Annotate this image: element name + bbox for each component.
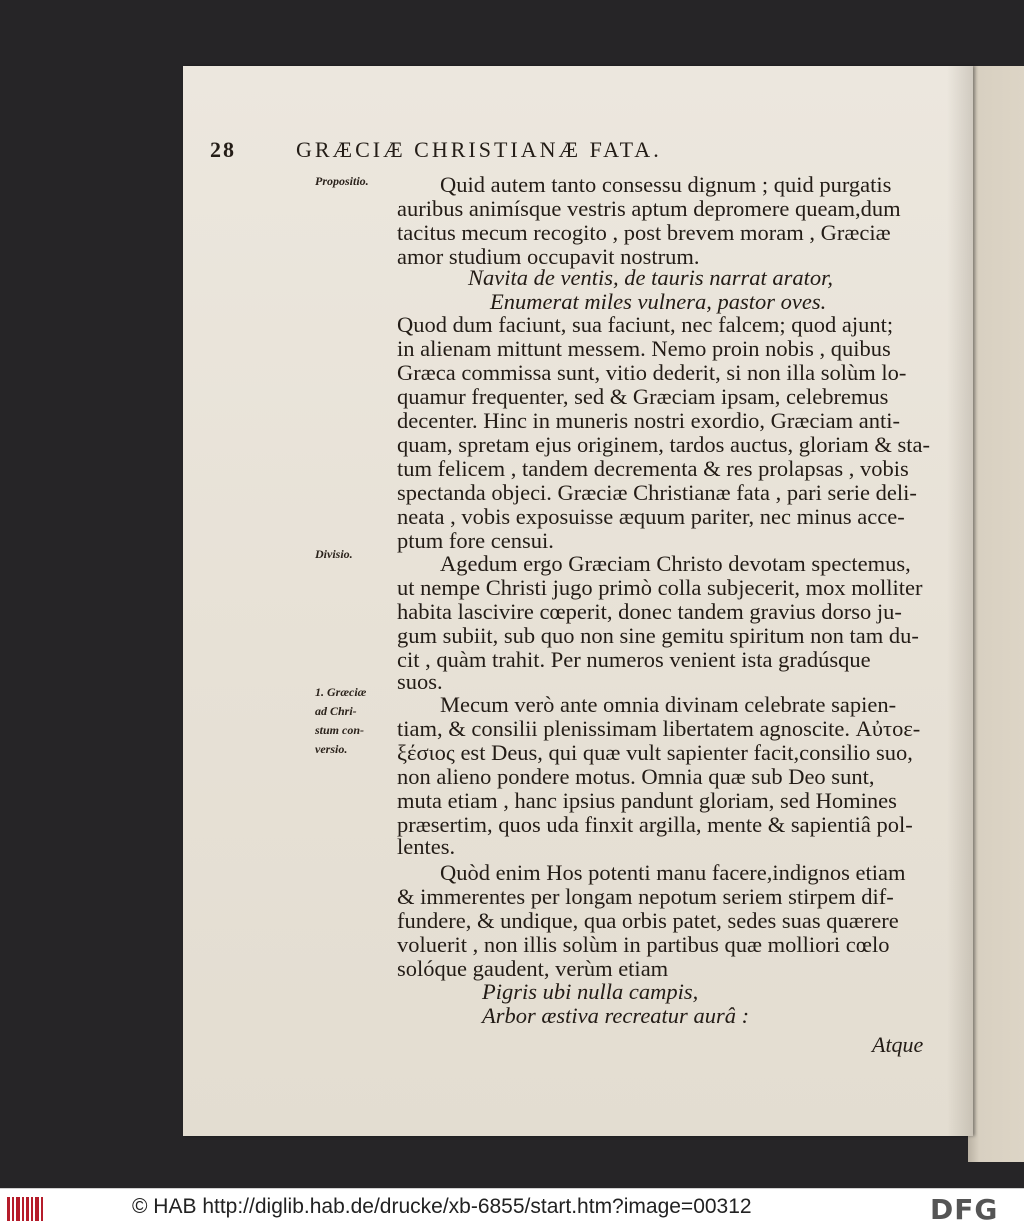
body-line: Mecum verò ante omnia divinam celebrate sapien- bbox=[440, 692, 897, 717]
body-line: ut nempe Christi jugo primò colla subjecerit, mox molliter bbox=[397, 575, 923, 600]
body-line: cit , quàm trahit. Per numeros venient ista gradúsque bbox=[397, 647, 871, 672]
body-line: quamur frequenter, sed & Græciam ipsam, celebremus bbox=[397, 384, 889, 409]
body-line: tum felicem , tandem decrementa & res prolapsas , vobis bbox=[397, 456, 909, 481]
body-line: Quid autem tanto consessu dignum ; quid purgatis bbox=[440, 172, 892, 197]
body-line: decenter. Hinc in muneris nostri exordio, Græciam anti- bbox=[397, 408, 900, 433]
body-line: ξέσιος est Deus, qui quæ vult sapienter facit,consilio suo, bbox=[397, 740, 913, 765]
copyright-link[interactable]: © HAB http://diglib.hab.de/drucke/xb-6855/start.htm?image=00312 bbox=[132, 1195, 752, 1218]
dfg-logo: DFG bbox=[930, 1193, 999, 1226]
body-line: muta etiam , hanc ipsius pandunt gloriam, sed Homines bbox=[397, 788, 897, 813]
hab-barcode-logo-icon bbox=[6, 1195, 46, 1223]
running-title: GRÆCIÆ CHRISTIANÆ FATA. bbox=[296, 137, 662, 162]
facing-page-edge bbox=[968, 66, 1024, 1162]
body-line: fundere, & undique, qua orbis patet, sedes suas quærere bbox=[397, 908, 899, 933]
body-line: præsertim, quos uda finxit argilla, mente & sapientiâ pol- bbox=[397, 812, 913, 837]
body-line: Quòd enim Hos potenti manu facere,indignos etiam bbox=[440, 860, 906, 885]
margin-note-conversio: 1. Græciæ ad Chri- stum con- versio. bbox=[315, 685, 367, 756]
viewer-footer bbox=[0, 1188, 1024, 1229]
body-line: neata , vobis exposuisse æquum pariter, nec minus acce- bbox=[397, 504, 905, 529]
body-line: Quod dum faciunt, sua faciunt, nec falcem; quod ajunt; bbox=[397, 312, 894, 337]
verse-line: Navita de ventis, de tauris narrat arator, bbox=[468, 265, 833, 290]
body-line: amor studium occupavit nostrum. bbox=[397, 244, 700, 269]
catchword: Atque bbox=[872, 1032, 924, 1057]
body-line: gum subiit, sub quo non sine gemitu spiritum non tam du- bbox=[397, 623, 919, 648]
verse-line: Arbor æstiva recreatur aurâ : bbox=[482, 1003, 750, 1028]
margin-note-propositio: Propositio. bbox=[315, 174, 369, 188]
body-line: ptum fore censui. bbox=[397, 528, 554, 553]
body-line: Agedum ergo Græciam Christo devotam spectemus, bbox=[440, 551, 911, 576]
body-line: in alienam mittunt messem. Nemo proin nobis , quibus bbox=[397, 336, 891, 361]
body-line: auribus animísque vestris aptum depromere queam,dum bbox=[397, 196, 901, 221]
running-head bbox=[210, 137, 850, 163]
verse-line: Enumerat miles vulnera, pastor oves. bbox=[490, 289, 827, 314]
body-line: non alieno pondere motus. Omnia quæ sub Deo sunt, bbox=[397, 764, 875, 789]
margin-note-divisio: Divisio. bbox=[315, 547, 353, 561]
body-line: suos. bbox=[397, 669, 443, 694]
body-line: Græca commissa sunt, vitio dederit, si non illa solùm lo- bbox=[397, 360, 907, 385]
verse-line: Pigris ubi nulla campis, bbox=[482, 979, 699, 1004]
body-line: voluerit , non illis solùm in partibus quæ molliori cœlo bbox=[397, 932, 890, 957]
body-line: tiam, & consilii plenissimam libertatem agnoscite. Αὐτοε- bbox=[397, 716, 921, 741]
body-line: habita lascivire cœperit, donec tandem gravius dorso ju- bbox=[397, 599, 902, 624]
body-line: solóque gaudent, verùm etiam bbox=[397, 956, 669, 981]
body-line: lentes. bbox=[397, 834, 456, 859]
body-line: spectanda objeci. Græciæ Christianæ fata , pari serie deli- bbox=[397, 480, 917, 505]
body-line: quam, spretam ejus originem, tardos auctus, gloriam & sta- bbox=[397, 432, 931, 457]
page-number: 28 bbox=[210, 137, 236, 162]
body-line: & immerentes per longam nepotum seriem stirpem dif- bbox=[397, 884, 894, 909]
body-line: tacitus mecum recogito , post brevem moram , Græciæ bbox=[397, 220, 891, 245]
